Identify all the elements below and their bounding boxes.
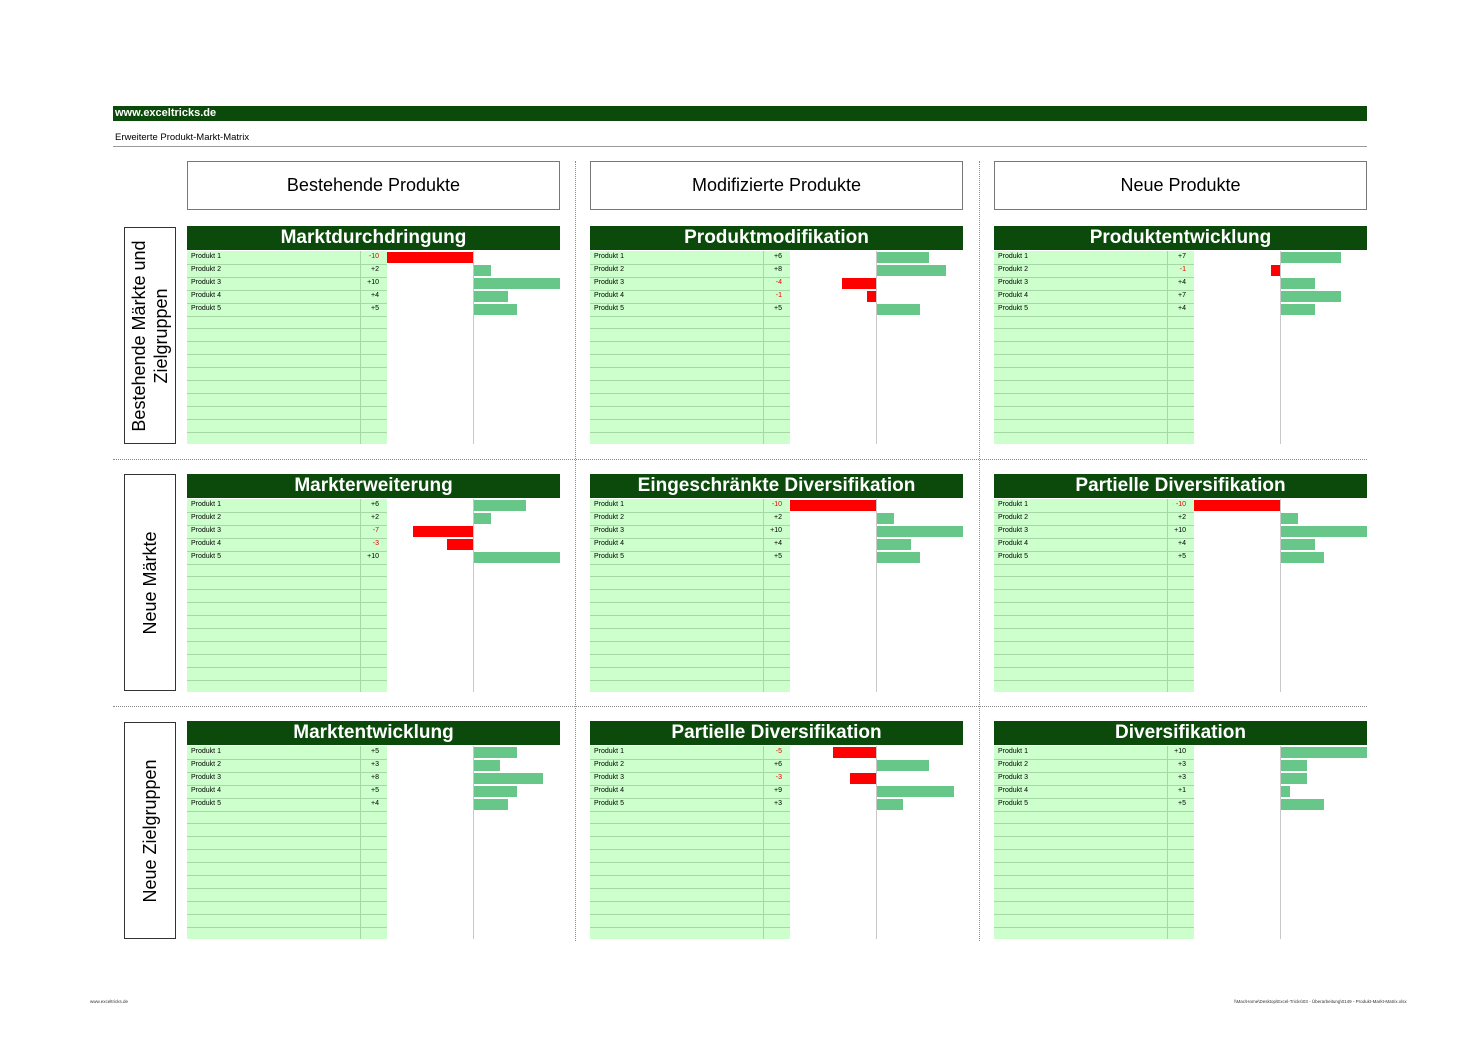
product-label: Produkt 4 — [191, 291, 221, 299]
value-bar — [1281, 799, 1324, 810]
value-bar — [413, 526, 473, 537]
product-value: -10 — [368, 253, 379, 260]
product-label: Produkt 2 — [594, 760, 624, 768]
product-value: +5 — [371, 304, 379, 312]
column-separator — [979, 161, 980, 941]
row-header-new-target-groups — [124, 722, 176, 939]
product-value: +5 — [1178, 552, 1186, 560]
value-bar — [842, 278, 876, 289]
product-label: Produkt 3 — [594, 526, 624, 534]
product-label: Produkt 2 — [594, 513, 624, 521]
matrix-block — [994, 474, 1367, 693]
product-value: +4 — [1178, 539, 1186, 547]
block-title: Eingeschränkte Diversifikation — [590, 474, 963, 498]
product-value: +2 — [371, 265, 379, 273]
product-value: +5 — [371, 786, 379, 794]
value-bar — [1281, 304, 1315, 315]
matrix-block — [187, 474, 560, 693]
product-label: Produkt 1 — [594, 501, 624, 508]
block-title: Produktmodifikation — [590, 226, 963, 250]
product-label: Produkt 1 — [998, 253, 1028, 260]
product-value: +4 — [774, 539, 782, 547]
value-bar — [474, 278, 560, 289]
product-label: Produkt 1 — [594, 253, 624, 260]
product-label: Produkt 1 — [998, 501, 1028, 508]
value-bar — [877, 799, 903, 810]
product-value: +6 — [371, 501, 379, 508]
value-bar — [877, 265, 946, 276]
value-bar — [474, 513, 491, 524]
product-label: Produkt 4 — [594, 539, 624, 547]
product-value: +7 — [1178, 253, 1186, 260]
product-label: Produkt 3 — [998, 773, 1028, 781]
product-label: Produkt 1 — [191, 253, 221, 260]
block-title: Markterweiterung — [187, 474, 560, 498]
product-value: +2 — [1178, 513, 1186, 521]
value-bar — [877, 304, 920, 315]
product-value: +5 — [371, 748, 379, 755]
product-label: Produkt 1 — [191, 748, 221, 755]
column-separator — [575, 161, 576, 941]
product-label: Produkt 5 — [594, 304, 624, 312]
value-bar — [867, 291, 876, 302]
site-url: www.exceltricks.de — [115, 107, 217, 119]
product-value: +7 — [1178, 291, 1186, 299]
product-label: Produkt 4 — [594, 786, 624, 794]
product-value: -1 — [775, 291, 782, 299]
product-value: -7 — [372, 526, 379, 534]
column-header-existing-products: Bestehende Produkte — [187, 161, 560, 210]
matrix-block — [187, 226, 560, 445]
block-title: Marktdurchdringung — [187, 226, 560, 250]
product-label: Produkt 3 — [191, 278, 221, 286]
row-separator — [113, 459, 1367, 460]
product-label: Produkt 5 — [191, 304, 221, 312]
product-value: +4 — [1178, 304, 1186, 312]
value-bar — [877, 539, 911, 550]
block-title: Produktentwicklung — [994, 226, 1367, 250]
block-title: Partielle Diversifikation — [590, 721, 963, 745]
product-label: Produkt 4 — [998, 539, 1028, 547]
matrix-block — [994, 226, 1367, 445]
product-label: Produkt 5 — [191, 552, 221, 560]
product-value: +5 — [1178, 799, 1186, 807]
value-bar — [850, 773, 876, 784]
product-value: +9 — [774, 786, 782, 794]
chart-axis — [876, 746, 877, 939]
product-label: Produkt 1 — [191, 501, 221, 508]
value-bar — [1194, 500, 1280, 511]
value-bar — [877, 760, 929, 771]
product-value: +2 — [371, 513, 379, 521]
product-value: -4 — [775, 278, 782, 286]
product-value: +5 — [774, 304, 782, 312]
product-value: -5 — [775, 748, 782, 755]
value-bar — [877, 552, 920, 563]
product-value: +5 — [774, 552, 782, 560]
product-value: +3 — [774, 799, 782, 807]
product-value: +3 — [1178, 773, 1186, 781]
product-label: Produkt 4 — [594, 291, 624, 299]
product-value: +6 — [774, 253, 782, 260]
product-label: Produkt 1 — [594, 748, 624, 755]
value-bar — [474, 552, 560, 563]
product-label: Produkt 2 — [191, 513, 221, 521]
site-header-bar — [113, 106, 1367, 121]
product-label: Produkt 2 — [191, 265, 221, 273]
value-bar — [1271, 265, 1280, 276]
value-bar — [474, 786, 517, 797]
value-bar — [1281, 278, 1315, 289]
product-label: Produkt 3 — [998, 278, 1028, 286]
product-value: +4 — [371, 291, 379, 299]
value-bar — [387, 252, 473, 263]
product-label: Produkt 5 — [998, 552, 1028, 560]
product-value: +3 — [1178, 760, 1186, 768]
product-value: +10 — [1174, 526, 1186, 534]
value-bar — [474, 799, 508, 810]
product-value: +10 — [770, 526, 782, 534]
value-bar — [474, 500, 526, 511]
product-label: Produkt 3 — [191, 773, 221, 781]
product-value: -1 — [1179, 265, 1186, 273]
row-header-new-target-groups-label: Neue Zielgruppen — [140, 758, 160, 903]
product-value: +10 — [1174, 748, 1186, 755]
value-bar — [1281, 526, 1367, 537]
row-header-new-markets — [124, 474, 176, 691]
product-value: +8 — [371, 773, 379, 781]
row-separator — [113, 706, 1367, 707]
product-label: Produkt 4 — [998, 786, 1028, 794]
value-bar — [877, 786, 954, 797]
product-label: Produkt 2 — [998, 513, 1028, 521]
value-bar — [1281, 291, 1341, 302]
value-bar — [474, 760, 500, 771]
product-label: Produkt 5 — [191, 799, 221, 807]
product-value: -3 — [775, 773, 782, 781]
value-bar — [1281, 252, 1341, 263]
product-label: Produkt 5 — [998, 304, 1028, 312]
product-label: Produkt 3 — [594, 278, 624, 286]
product-value: +10 — [367, 552, 379, 560]
subtitle-divider — [113, 146, 1367, 147]
value-bar — [1281, 760, 1307, 771]
product-value: +8 — [774, 265, 782, 273]
product-value: +1 — [1178, 786, 1186, 794]
product-label: Produkt 5 — [594, 799, 624, 807]
value-bar — [1281, 747, 1367, 758]
product-value: +4 — [371, 799, 379, 807]
value-bar — [474, 747, 517, 758]
product-label: Produkt 3 — [191, 526, 221, 534]
value-bar — [474, 291, 508, 302]
product-value: +10 — [367, 278, 379, 286]
value-bar — [877, 252, 929, 263]
chart-axis — [876, 251, 877, 444]
column-header-modified-products: Modifizierte Produkte — [590, 161, 963, 210]
block-title: Diversifikation — [994, 721, 1367, 745]
footer-left: www.exceltricks.de — [90, 999, 129, 1004]
matrix-block — [590, 226, 963, 445]
product-label: Produkt 4 — [998, 291, 1028, 299]
product-label: Produkt 2 — [594, 265, 624, 273]
matrix-block — [187, 721, 560, 940]
chart-axis — [473, 499, 474, 692]
product-value: +3 — [371, 760, 379, 768]
value-bar — [474, 265, 491, 276]
value-bar — [474, 304, 517, 315]
matrix-block — [590, 474, 963, 693]
product-value: -3 — [372, 539, 379, 547]
page-subtitle: Erweiterte Produkt-Markt-Matrix — [115, 132, 250, 143]
matrix-block — [590, 721, 963, 940]
product-value: +2 — [774, 513, 782, 521]
value-bar — [1281, 773, 1307, 784]
value-bar — [877, 526, 963, 537]
product-value: +4 — [1178, 278, 1186, 286]
product-label: Produkt 2 — [191, 760, 221, 768]
matrix-block — [994, 721, 1367, 940]
value-bar — [877, 513, 894, 524]
block-title: Marktentwicklung — [187, 721, 560, 745]
block-title: Partielle Diversifikation — [994, 474, 1367, 498]
product-label: Produkt 3 — [998, 526, 1028, 534]
product-value: +6 — [774, 760, 782, 768]
value-bar — [1281, 513, 1298, 524]
product-label: Produkt 5 — [594, 552, 624, 560]
product-label: Produkt 3 — [594, 773, 624, 781]
product-value: -10 — [771, 501, 782, 508]
value-bar — [1281, 786, 1290, 797]
value-bar — [447, 539, 473, 550]
product-label: Produkt 1 — [998, 748, 1028, 755]
product-label: Produkt 4 — [191, 539, 221, 547]
product-value: -10 — [1175, 501, 1186, 508]
column-header-new-products: Neue Produkte — [994, 161, 1367, 210]
row-header-existing-markets-label: Bestehende Märkte und Zielgruppen — [129, 239, 171, 432]
product-label: Produkt 2 — [998, 760, 1028, 768]
footer-right: \\Mac\Home\Desktop\Excel-Tricks\03 - Überarbeitung\0149 - Produkt-Markt-Matrix.xlsx — [1234, 999, 1407, 1004]
value-bar — [1281, 539, 1315, 550]
product-label: Produkt 5 — [998, 799, 1028, 807]
product-label: Produkt 2 — [998, 265, 1028, 273]
value-bar — [1281, 552, 1324, 563]
row-header-new-markets-label: Neue Märkte — [140, 530, 160, 635]
value-bar — [833, 747, 876, 758]
product-label: Produkt 4 — [191, 786, 221, 794]
value-bar — [790, 500, 876, 511]
value-bar — [474, 773, 543, 784]
row-header-existing-markets — [124, 227, 176, 444]
